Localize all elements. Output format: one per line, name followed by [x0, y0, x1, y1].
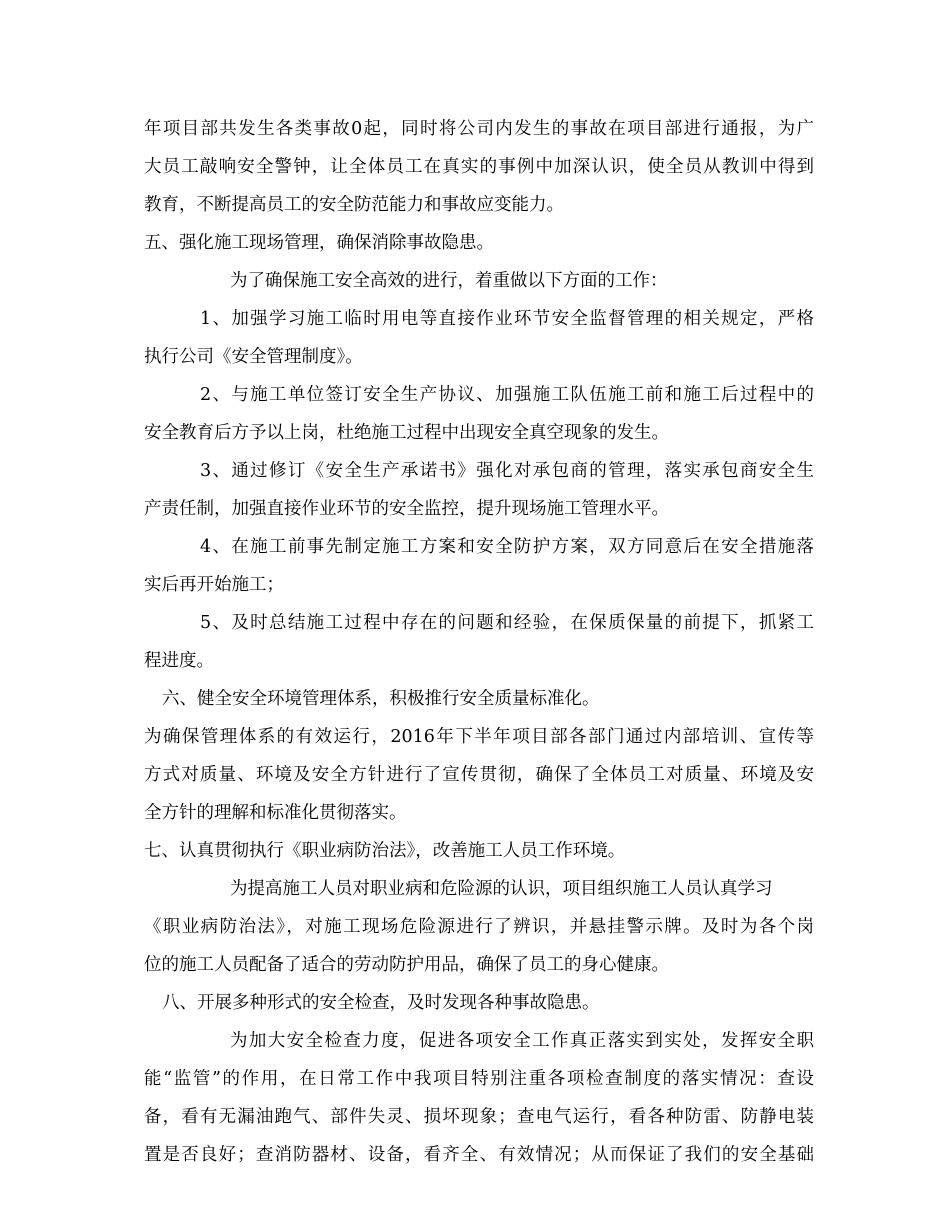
list-item-5-cont: 程进度。 — [144, 651, 214, 671]
paragraph-line: 方式对质量、环境及安全方针进行了宣传贯彻，确保了全体员工对质量、环境及安 — [144, 765, 814, 785]
section-heading-7: 七、认真贯彻执行《职业病防治法》，改善施工人员工作环境。 — [144, 841, 626, 861]
section-heading-5: 五、强化施工现场管理，确保消除事故隐患。 — [144, 233, 494, 253]
list-item-1-cont: 执行公司《安全管理制度》。 — [144, 347, 363, 367]
section-heading-8: 八、开展多种形式的安全检查，及时发现各种事故隐患。 — [162, 993, 600, 1013]
paragraph-line: 为提高施工人员对职业病和危险源的认识，项目组织施工人员认真学习 — [230, 879, 773, 899]
list-item-2-cont: 安全教育后方予以上岗，杜绝施工过程中出现安全真空现象的发生。 — [144, 423, 669, 443]
paragraph-line: 能“监管”的作用，在日常工作中我项目特别注重各项检查制度的落实情况：查设 — [144, 1069, 814, 1089]
list-item-3-cont: 产责任制，加强直接作业环节的安全监控，提升现场施工管理水平。 — [144, 499, 669, 519]
paragraph-line: 年项目部共发生各类事故0起，同时将公司内发生的事故在项目部进行通报，为广 — [144, 119, 814, 139]
paragraph-line: 为了确保施工安全高效的进行，着重做以下方面的工作： — [230, 271, 668, 291]
list-item-4-cont: 实后再开始施工； — [144, 575, 284, 595]
list-item-2: 2、与施工单位签订安全生产协议、加强施工队伍施工前和施工后过程中的 — [200, 385, 814, 405]
list-item-3: 3、通过修订《安全生产承诺书》强化对承包商的管理，落实承包商安全生 — [200, 461, 814, 481]
paragraph-line: 《职业病防治法》，对施工现场危险源进行了辨识，并悬挂警示牌。及时为各个岗 — [144, 917, 814, 937]
paragraph-line: 大员工敲响安全警钟，让全体员工在真实的事例中加深认识，使全员从教训中得到 — [144, 157, 814, 177]
list-item-1: 1、加强学习施工临时用电等直接作业环节安全监督管理的相关规定，严格 — [200, 309, 814, 329]
paragraph-line: 位的施工人员配备了适合的劳动防护用品，确保了员工的身心健康。 — [144, 955, 669, 975]
paragraph-line: 全方针的理解和标准化贯彻落实。 — [144, 803, 407, 823]
paragraph-line: 置是否良好；查消防器材、设备，看齐全、有效情况；从而保证了我们的安全基础 — [144, 1145, 814, 1165]
paragraph-line: 为加大安全检查力度，促进各项安全工作真正落实到实处，发挥安全职 — [230, 1031, 814, 1051]
paragraph-line: 备，看有无漏油跑气、部件失灵、损坏现象；查电气运行，看各种防雷、防静电装 — [144, 1107, 814, 1127]
section-heading-6: 六、健全安全环境管理体系，积极推行安全质量标准化。 — [162, 689, 600, 709]
list-item-5: 5、及时总结施工过程中存在的问题和经验，在保质保量的前提下，抓紧工 — [200, 613, 814, 633]
paragraph-line: 教育，不断提高员工的安全防范能力和事故应变能力。 — [144, 195, 564, 215]
paragraph-line: 为确保管理体系的有效运行，2016年下半年项目部各部门通过内部培训、宣传等 — [144, 727, 814, 747]
list-item-4: 4、在施工前事先制定施工方案和安全防护方案，双方同意后在安全措施落 — [200, 537, 814, 557]
